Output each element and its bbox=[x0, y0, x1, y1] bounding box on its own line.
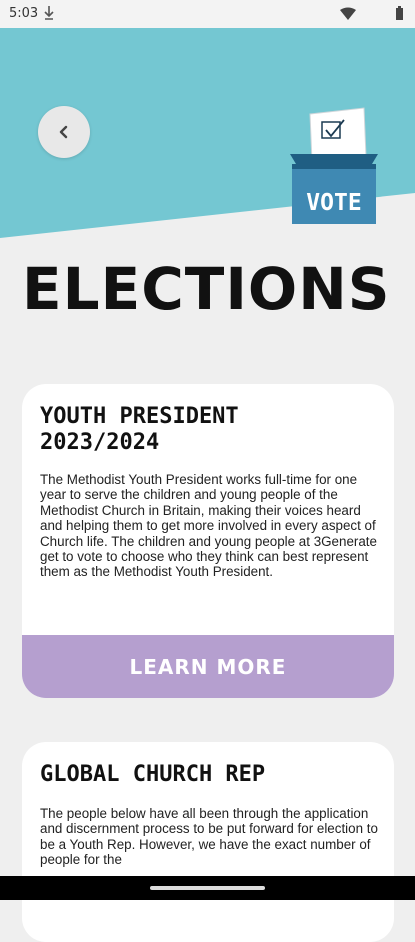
battery-icon bbox=[395, 6, 404, 21]
chevron-left-icon bbox=[57, 125, 71, 139]
status-bar bbox=[0, 0, 415, 28]
home-indicator[interactable] bbox=[150, 886, 265, 890]
wifi-icon bbox=[340, 7, 356, 20]
card-description: The people below have all been through the application and discernment process to be put forward for election to be a Youth Rep. However, we have the exact number of people for the bbox=[40, 806, 378, 868]
status-time: 5:03 bbox=[9, 6, 39, 21]
header-banner bbox=[0, 28, 415, 238]
card-global-church-rep bbox=[22, 742, 394, 942]
download-icon bbox=[44, 5, 54, 21]
learn-more-button[interactable]: LEARN MORE bbox=[22, 635, 394, 698]
card-title: YOUTH PRESIDENT 2023/2024 bbox=[40, 404, 239, 455]
card-title: GLOBAL CHURCH REP bbox=[40, 762, 266, 787]
card-description: The Methodist Youth President works full-time for one year to serve the children and young people of the Methodist Church in Britain, making their voices heard and helping them to get more involved in every aspect of Church life. The children and young people at 3Generate get to vote to choose who they think can best represent them as the Methodist Youth President. bbox=[40, 472, 377, 580]
navigation-bar bbox=[0, 876, 415, 900]
vote-label: VOTE bbox=[306, 190, 362, 216]
back-button[interactable] bbox=[38, 106, 90, 158]
card-youth-president bbox=[22, 384, 394, 698]
ballot-box-icon bbox=[288, 106, 380, 228]
page-title: ELECTIONS bbox=[22, 255, 391, 323]
